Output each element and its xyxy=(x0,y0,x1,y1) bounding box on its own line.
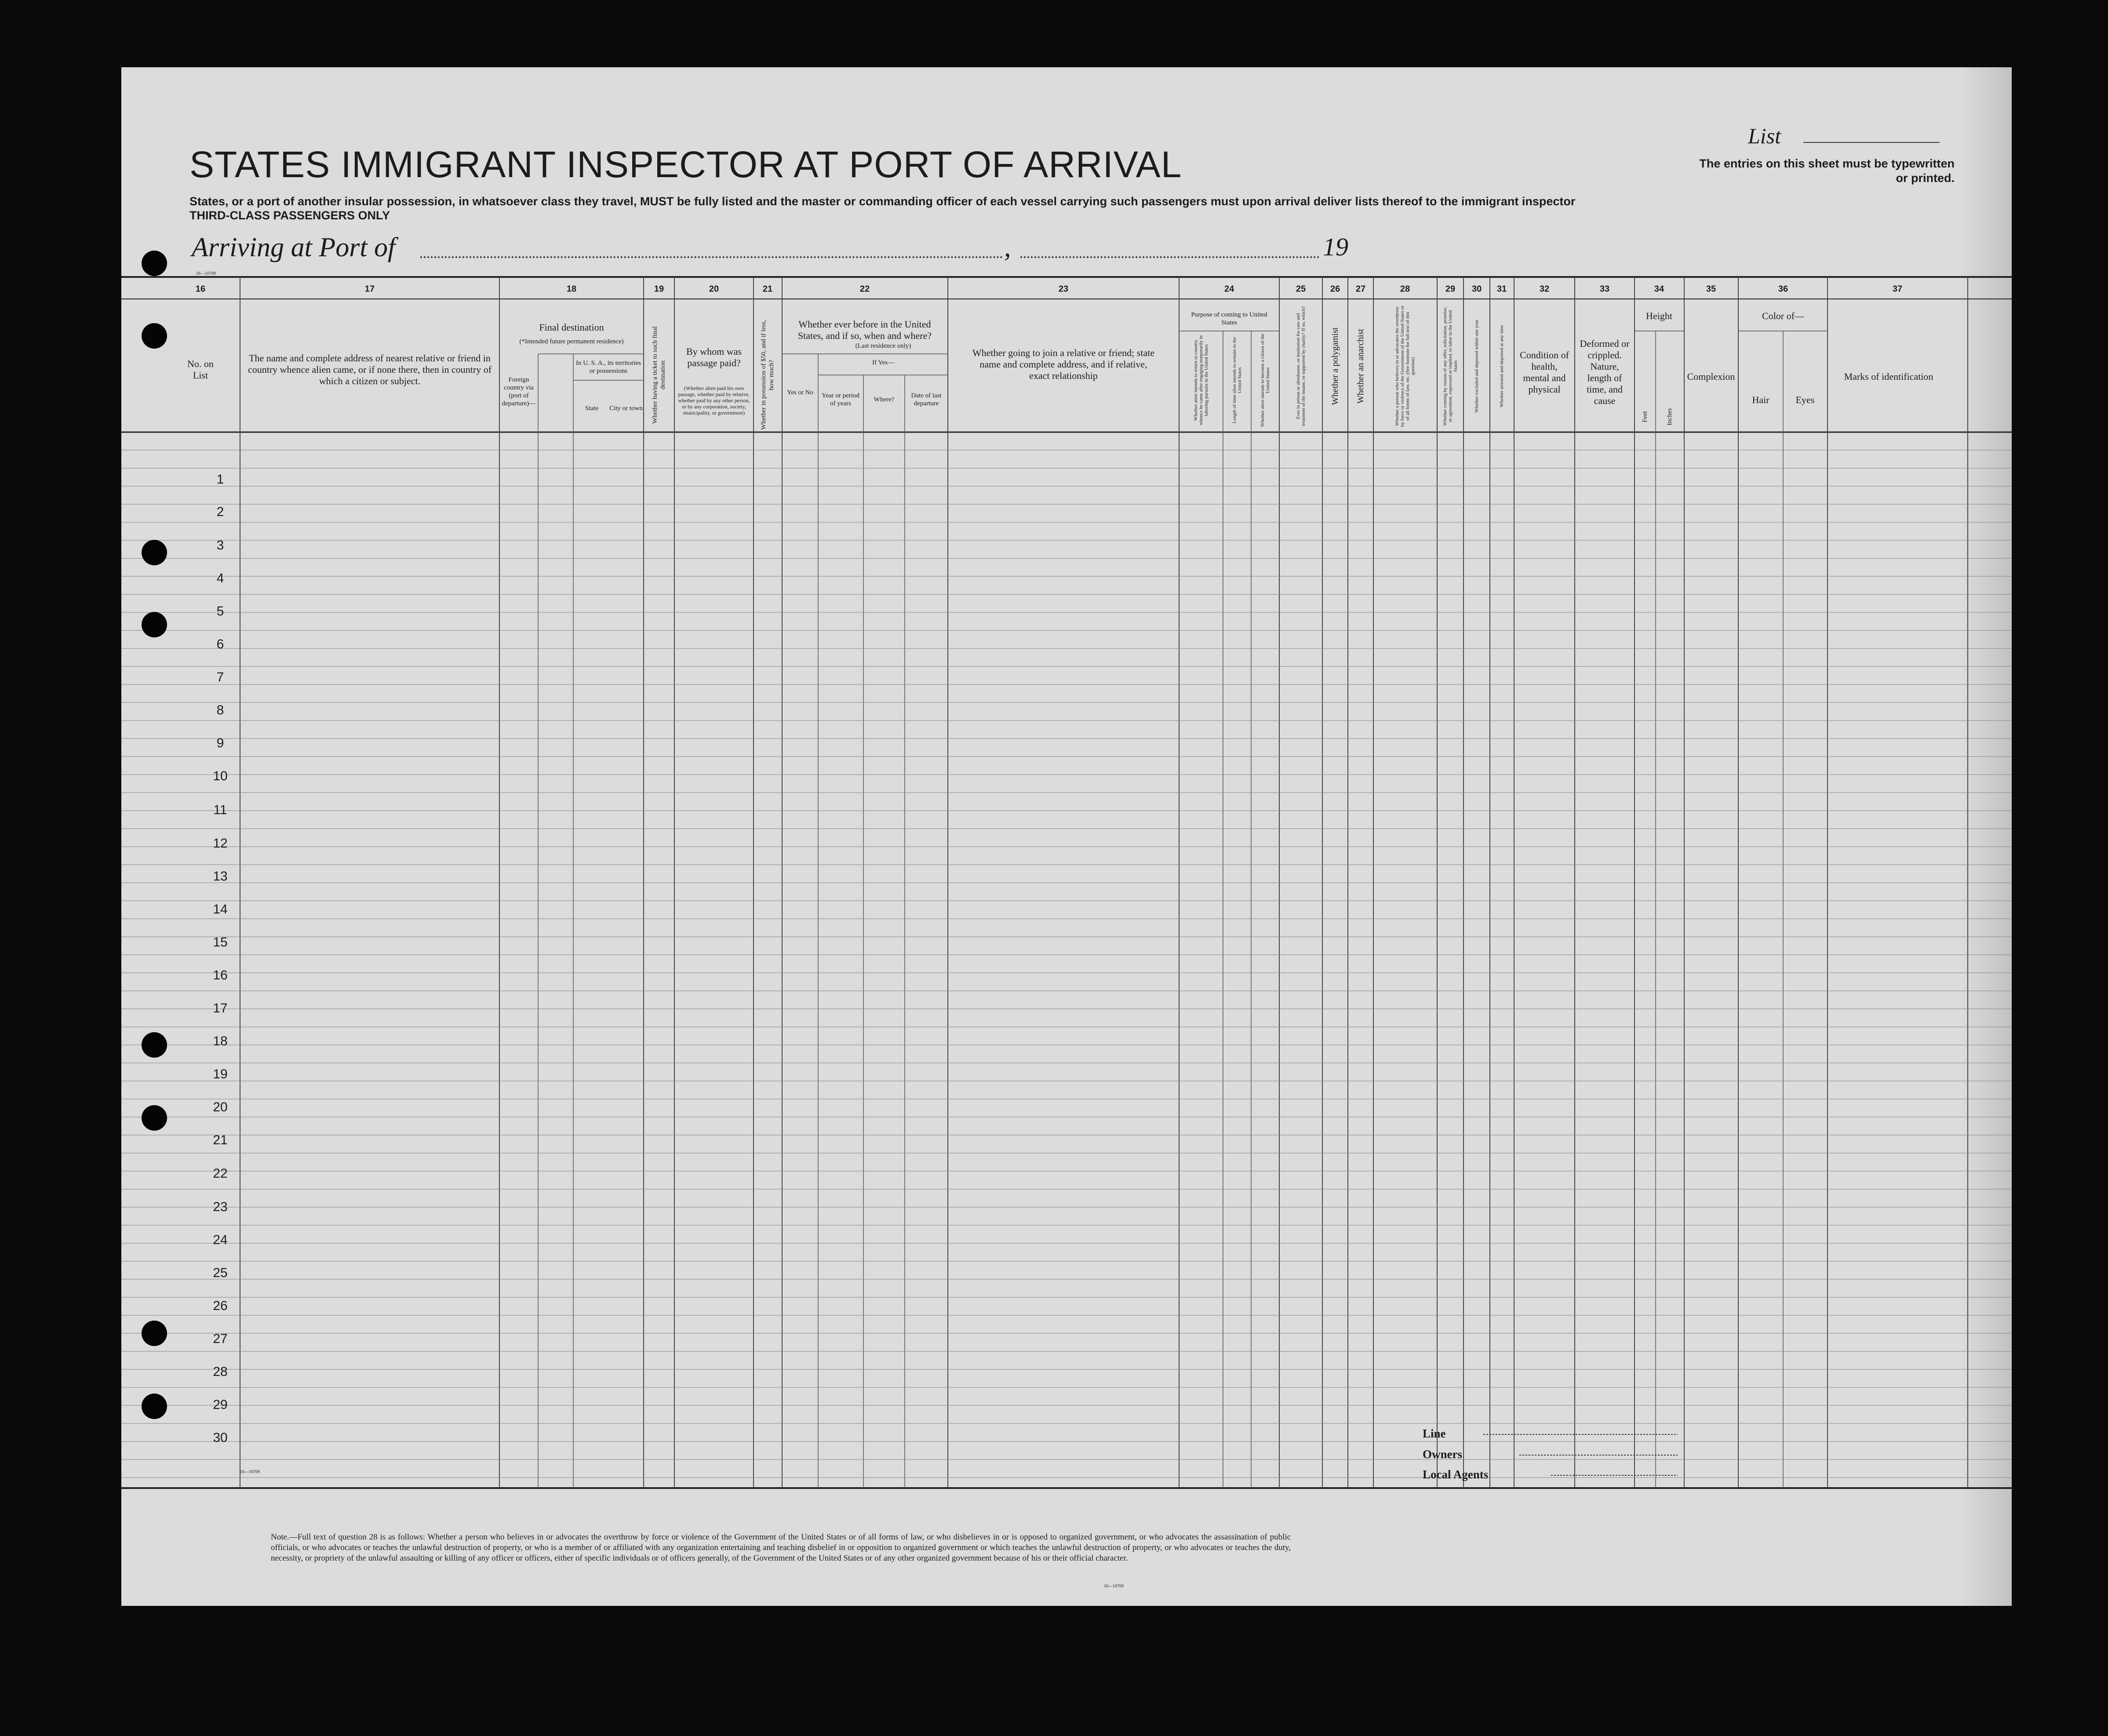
header-arrested: Whether arrested and deported at any time xyxy=(1499,325,1504,408)
row-number: 22 xyxy=(213,1166,228,1181)
col-num-19: 19 xyxy=(654,284,664,294)
row-number: 16 xyxy=(213,968,228,983)
header-foreign-country: Foreign country via (port of departure)— xyxy=(502,376,536,407)
row-number: 28 xyxy=(213,1365,228,1379)
owners-label: Owners xyxy=(1423,1448,1462,1461)
header-city: City or town xyxy=(609,405,643,412)
row-number: 14 xyxy=(213,902,228,917)
class-line: THIRD-CLASS PASSENGERS ONLY xyxy=(189,209,390,222)
arriving-comma: , xyxy=(1004,233,1011,262)
local-agents-label: Local Agents xyxy=(1423,1468,1489,1481)
header-final-destination-note: (*Intended future permanent residence) xyxy=(519,338,624,345)
list-label: List xyxy=(1748,124,1781,148)
header-labor-offer: Whether coming by reason of any offer, solicitation, promise, or agreement, expressed or implied, to labor in the United States xyxy=(1442,306,1458,426)
row-number: 13 xyxy=(213,869,228,884)
header-purpose-citizen: Whether alien intends to become a citizen of the United States xyxy=(1260,333,1271,427)
form-code-footer: 16—10709 xyxy=(1104,1584,1124,1589)
header-feet: Feet xyxy=(1642,411,1649,422)
manifest-sheet xyxy=(121,67,2012,1606)
header-anarchist: Whether an anarchist xyxy=(1356,329,1365,404)
header-no-on-list: No. on List xyxy=(187,358,214,381)
header-prison: Ever in prison or almshouse, or institution for care and treatment of the insane, or supported by charity? If so, which? xyxy=(1296,306,1306,426)
row-number: 23 xyxy=(213,1200,228,1214)
col-num-26: 26 xyxy=(1330,284,1340,294)
header-passage-paid: By whom was passage paid? xyxy=(686,346,742,368)
header-date-departure: Date of last departure xyxy=(911,392,942,407)
header-purpose: Purpose of coming to United States xyxy=(1191,311,1267,326)
row-number: 29 xyxy=(213,1398,228,1412)
row-number: 19 xyxy=(213,1067,228,1081)
row-number: 2 xyxy=(216,505,224,519)
header-excluded: Whether excluded and deported within one year xyxy=(1474,320,1479,413)
row-number: 1 xyxy=(216,472,224,487)
form-instructions: States, or a port of another insular possession, in whatsoever class they travel, MUST be fully listed and the master or commanding officer of each vessel carrying such passengers must upon arrival deliver lists thereof to the immigrant inspector xyxy=(189,195,1576,208)
row-number: 12 xyxy=(213,836,228,851)
row-number: 24 xyxy=(213,1233,228,1247)
entries-note: The entries on this sheet must be typewritten or printed. xyxy=(1699,157,1955,185)
manifest-grid xyxy=(121,67,2012,1606)
col-num-32: 32 xyxy=(1539,284,1550,294)
col-num-28: 28 xyxy=(1400,284,1410,294)
header-overthrow: Whether a person who believes in or advocates the overthrow by force or violence of the Government of the United States or of all forms of law, etc. (See footnote for full text of this question) xyxy=(1394,306,1416,427)
header-last-residence: (Last residence only) xyxy=(855,342,911,349)
col-num-30: 30 xyxy=(1471,284,1482,294)
col-num-17: 17 xyxy=(364,284,375,294)
form-code-bottom: 16—10709 xyxy=(240,1470,260,1474)
row-number: 8 xyxy=(216,703,224,717)
header-color-of: Color of— xyxy=(1762,310,1804,321)
header-state: State xyxy=(585,405,598,412)
col-num-36: 36 xyxy=(1778,284,1788,294)
header-ticket: Whether having a ticket to such final destination xyxy=(652,326,666,424)
col-num-34: 34 xyxy=(1654,284,1664,294)
arriving-label: Arriving at Port of xyxy=(192,233,396,262)
col-num-22: 22 xyxy=(859,284,870,294)
footnote-question-28: Note.—Full text of question 28 is as follows: Whether a person who believes in or advocates the overthrow by force or violence of the Government of the United States or of all forms of law, or who disbelieves in or is opposed to organized government, or who advocates the assassination of public officials, or who advocates or teaches the unlawful destruction of property, or who is a member of or affiliated with any organization entertaining and teaching disbelief in or opposition to organized government or which teaches the unlawful destruction of property, or who advocates or teaches the duty, necessity, or propriety of the unlawful assaulting or killing of any officer or officers, either of specific individuals or of officers generally, of the Government of the United States or of any other organized government because of his or their official character. xyxy=(271,1532,1291,1563)
row-number: 3 xyxy=(216,538,224,553)
header-in-usa: In U. S. A., its territories or possessions xyxy=(576,360,641,375)
col-num-23: 23 xyxy=(1058,284,1069,294)
header-if-yes: If Yes— xyxy=(872,359,895,366)
col-num-29: 29 xyxy=(1445,284,1456,294)
row-number: 4 xyxy=(216,571,224,586)
row-number: 21 xyxy=(213,1133,228,1147)
col-num-33: 33 xyxy=(1599,284,1610,294)
row-number: 15 xyxy=(213,935,228,950)
col-num-21: 21 xyxy=(762,284,773,294)
col-num-35: 35 xyxy=(1706,284,1716,294)
binder-hole xyxy=(142,1032,167,1058)
col-num-27: 27 xyxy=(1355,284,1366,294)
header-eyes: Eyes xyxy=(1795,394,1815,405)
header-complexion: Complexion xyxy=(1687,371,1735,382)
line-label: Line xyxy=(1423,1427,1446,1440)
header-purpose-return: Whether alien intends to return to country whence he came after engaging temporarily in laboring pursuits in the United States xyxy=(1193,335,1209,426)
col-num-24: 24 xyxy=(1224,284,1234,294)
header-join-relative: Whether going to join a relative or friend; state name and complete address, and if relative, exact relationship xyxy=(972,347,1155,381)
binder-hole xyxy=(142,1321,167,1346)
col-num-16: 16 xyxy=(195,284,206,294)
header-hair: Hair xyxy=(1752,394,1769,405)
form-code-top: 16—10709 xyxy=(196,271,216,276)
binder-hole xyxy=(142,251,167,276)
header-nearest-relative: The name and complete address of nearest relative or friend in country whence alien came, or if none there, then in country of which a citizen or subject. xyxy=(248,353,492,386)
binder-hole xyxy=(142,540,167,565)
header-polygamist: Whether a polygamist xyxy=(1330,327,1340,405)
header-deformed: Deformed or crippled. Nature, length of time, and cause xyxy=(1580,338,1630,406)
row-number: 26 xyxy=(213,1299,228,1313)
header-where: Where? xyxy=(874,396,895,403)
col-num-31: 31 xyxy=(1496,284,1507,294)
row-number: 10 xyxy=(213,769,228,783)
header-yes-or-no: Yes or No xyxy=(786,389,814,396)
row-number: 9 xyxy=(216,736,224,750)
binder-hole xyxy=(142,612,167,637)
row-number: 7 xyxy=(216,670,224,684)
header-marks: Marks of identification xyxy=(1844,371,1933,382)
row-number: 25 xyxy=(213,1266,228,1280)
row-number: 17 xyxy=(213,1001,228,1015)
header-final-destination: Final destination xyxy=(539,322,604,333)
col-num-18: 18 xyxy=(566,284,577,294)
header-inches: Inches xyxy=(1666,408,1673,426)
binder-hole xyxy=(142,1105,167,1131)
row-number: 18 xyxy=(213,1034,228,1048)
header-height: Height xyxy=(1646,310,1672,321)
header-condition: Condition of health, mental and physical xyxy=(1520,349,1569,395)
row-number: 11 xyxy=(213,803,227,817)
binder-hole xyxy=(142,1394,167,1419)
col-num-37: 37 xyxy=(1892,284,1903,294)
form-title: STATES IMMIGRANT INSPECTOR AT PORT OF ARRIVAL xyxy=(189,144,1182,185)
header-passage-paid-note: (Whether alien paid his own passage, whether paid by relative, whether paid by any other person, or by any corporation, society, municipality, or government) xyxy=(678,385,750,416)
binder-hole xyxy=(142,323,167,349)
header-purpose-length: Length of time alien intends to remain in the United States xyxy=(1232,337,1242,424)
header-fifty-dollars: Whether in possession of $50, and if less, how much? xyxy=(760,320,775,430)
header-before-in-us: Whether ever before in the United States, and if so, when and where? xyxy=(797,319,932,341)
row-number: 27 xyxy=(213,1332,228,1346)
row-number: 20 xyxy=(213,1100,228,1114)
row-number: 30 xyxy=(213,1430,228,1445)
col-num-25: 25 xyxy=(1296,284,1306,294)
row-number: 6 xyxy=(216,637,224,651)
col-num-20: 20 xyxy=(709,284,719,294)
header-year-period: Year or period of years xyxy=(822,392,859,407)
row-number: 5 xyxy=(216,604,224,619)
year-prefix: 19 xyxy=(1323,233,1348,261)
